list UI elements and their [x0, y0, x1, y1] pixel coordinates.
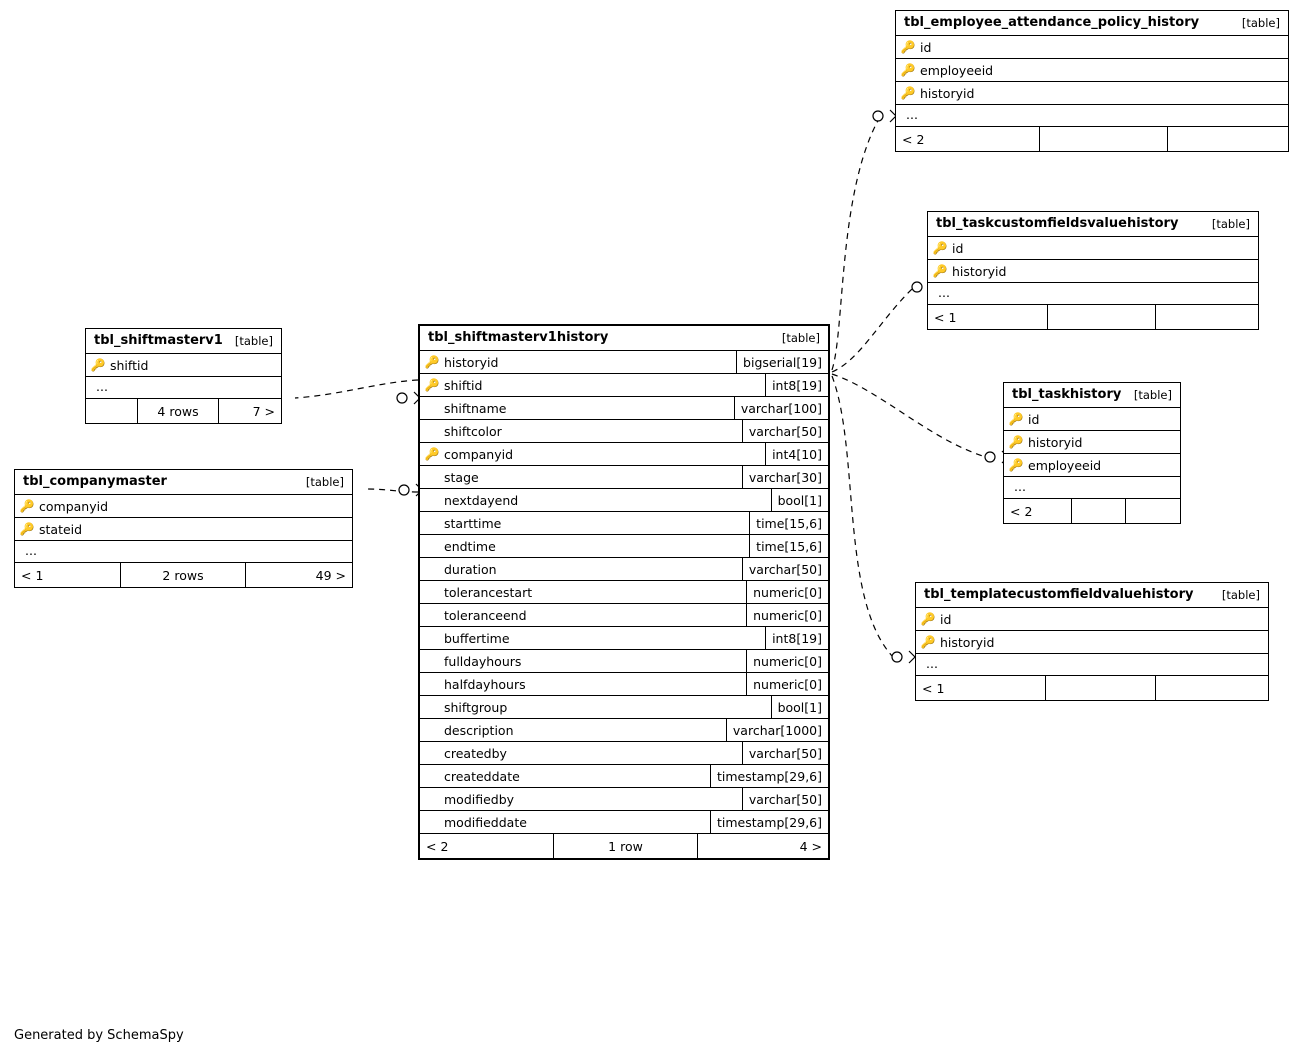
column-label: stateid	[39, 521, 83, 537]
column-label: tolerancestart	[444, 584, 533, 600]
column-name	[928, 237, 1258, 259]
more-columns-indicator: ...	[896, 105, 1288, 127]
table-row[interactable]	[420, 627, 828, 650]
column-type: time[15,6]	[756, 515, 822, 531]
table-row[interactable]	[420, 489, 828, 512]
table-footer	[86, 399, 281, 423]
column-name	[420, 558, 743, 580]
column-name	[896, 36, 1288, 58]
column-name	[420, 604, 747, 626]
column-label: historyid	[952, 263, 1007, 279]
table-row[interactable]	[420, 535, 828, 558]
column-name	[420, 811, 711, 833]
column-label: historyid	[920, 85, 975, 101]
key-icon-foreign: 🔑	[1008, 435, 1024, 449]
column-name	[1004, 431, 1180, 453]
column-name	[916, 608, 1268, 630]
table-row[interactable]	[896, 82, 1288, 105]
footer-child-count[interactable]: 4 >	[799, 838, 822, 854]
column-label: stage	[444, 469, 479, 485]
table-row[interactable]	[420, 558, 828, 581]
column-type: varchar[50]	[748, 745, 822, 761]
column-label: shiftname	[444, 400, 507, 416]
column-type: varchar[100]	[740, 400, 822, 416]
table-row[interactable]	[928, 260, 1258, 283]
column-name	[420, 788, 743, 810]
table-row[interactable]	[928, 237, 1258, 260]
column-name	[420, 351, 737, 373]
column-type: bigserial[19]	[743, 354, 822, 370]
table-row[interactable]	[916, 608, 1268, 631]
table-footer	[1004, 499, 1180, 523]
more-columns-indicator: ...	[928, 283, 1258, 305]
table-row[interactable]	[15, 495, 352, 518]
more-columns-indicator: ...	[916, 654, 1268, 676]
table-tbl_employee_attendance_policy_history[interactable]	[895, 10, 1289, 152]
table-row[interactable]	[896, 36, 1288, 59]
footer-row-count	[1072, 499, 1126, 523]
column-name	[420, 443, 766, 465]
column-label: nextdayend	[444, 492, 519, 508]
column-name	[420, 466, 743, 488]
key-icon-foreign: 🔑	[424, 378, 440, 392]
table-tag: [table]	[781, 330, 820, 345]
column-label: historyid	[1028, 434, 1083, 450]
table-footer	[916, 676, 1268, 700]
more-columns-indicator: ...	[15, 541, 352, 563]
column-name	[420, 742, 743, 764]
table-row[interactable]	[420, 788, 828, 811]
column-type: varchar[50]	[748, 561, 822, 577]
table-row[interactable]	[420, 811, 828, 834]
column-type: varchar[50]	[748, 423, 822, 439]
column-name	[420, 673, 747, 695]
table-row[interactable]	[420, 581, 828, 604]
column-name	[420, 696, 772, 718]
table-row[interactable]	[896, 59, 1288, 82]
footer-parent-count[interactable]: < 2	[420, 834, 554, 858]
table-header	[420, 326, 828, 351]
column-label: shiftid	[444, 377, 483, 393]
key-icon-foreign: 🔑	[19, 522, 35, 536]
table-row[interactable]	[420, 696, 828, 719]
table-row[interactable]	[420, 604, 828, 627]
table-footer	[420, 834, 828, 858]
column-name	[896, 59, 1288, 81]
column-name	[420, 535, 750, 557]
footer-parent-count[interactable]	[86, 399, 138, 423]
more-columns-indicator: ...	[1004, 477, 1180, 499]
column-name	[420, 397, 735, 419]
key-icon-primary: 🔑	[920, 612, 936, 626]
key-icon-foreign: 🔑	[424, 447, 440, 461]
column-label: endtime	[444, 538, 496, 554]
table-tbl_shiftmasterv1[interactable]	[85, 328, 282, 424]
generator-credit: Generated by SchemaSpy	[14, 1028, 184, 1043]
column-name	[420, 627, 766, 649]
table-title: tbl_employee_attendance_policy_history	[904, 15, 1200, 30]
table-tbl_shiftmasterv1history[interactable]	[418, 324, 830, 860]
key-icon-primary: 🔑	[424, 355, 440, 369]
column-label: shiftid	[110, 357, 149, 373]
column-name	[1004, 454, 1180, 476]
key-icon-foreign: 🔑	[900, 63, 916, 77]
table-footer	[896, 127, 1288, 151]
table-tbl_companymaster[interactable]	[14, 469, 353, 588]
column-type: timestamp[29,6]	[716, 814, 822, 830]
table-row[interactable]	[420, 673, 828, 696]
table-header	[928, 212, 1258, 237]
key-icon-primary: 🔑	[90, 358, 106, 372]
table-title: tbl_shiftmasterv1	[94, 333, 223, 348]
table-tag: [table]	[1133, 387, 1172, 402]
footer-parent-count[interactable]: < 2	[896, 127, 1040, 151]
column-type: numeric[0]	[753, 676, 822, 692]
footer-child-count[interactable]	[1156, 305, 1258, 329]
table-footer	[928, 305, 1258, 329]
column-type: int4[10]	[772, 446, 822, 462]
key-icon-foreign: 🔑	[932, 264, 948, 278]
table-tag: [table]	[234, 333, 273, 348]
column-name	[928, 260, 1258, 282]
table-title: tbl_shiftmasterv1history	[428, 330, 609, 345]
column-label: shiftcolor	[444, 423, 502, 439]
footer-child-count[interactable]: 7 >	[252, 403, 275, 419]
column-label: id	[1028, 411, 1040, 427]
footer-child-count[interactable]	[1156, 676, 1268, 700]
column-label: companyid	[444, 446, 514, 462]
column-type: varchar[1000]	[732, 722, 822, 738]
column-name	[420, 650, 747, 672]
column-label: toleranceend	[444, 607, 527, 623]
footer-row-count	[1040, 127, 1168, 151]
table-row[interactable]	[420, 420, 828, 443]
column-type: bool[1]	[777, 492, 822, 508]
column-label: buffertime	[444, 630, 510, 646]
column-type: varchar[50]	[748, 791, 822, 807]
table-tbl_taskcustomfieldsvaluehistory[interactable]	[927, 211, 1259, 330]
column-type: numeric[0]	[753, 653, 822, 669]
footer-parent-count[interactable]: < 2	[1004, 499, 1072, 523]
column-name	[15, 518, 352, 540]
column-type: varchar[30]	[748, 469, 822, 485]
column-name	[15, 495, 352, 517]
table-tbl_taskhistory[interactable]	[1003, 382, 1181, 524]
column-label: fulldayhours	[444, 653, 522, 669]
column-name	[420, 719, 727, 741]
key-icon-primary: 🔑	[1008, 412, 1024, 426]
key-icon-foreign: 🔑	[900, 86, 916, 100]
column-name	[420, 765, 711, 787]
column-label: companyid	[39, 498, 109, 514]
table-header	[916, 583, 1268, 608]
table-row[interactable]	[1004, 408, 1180, 431]
column-label: id	[940, 611, 952, 627]
table-tbl_templatecustomfieldvaluehistory[interactable]	[915, 582, 1269, 701]
footer-child-count[interactable]	[1168, 127, 1288, 151]
table-row[interactable]	[420, 443, 828, 466]
column-label: historyid	[940, 634, 995, 650]
table-row[interactable]	[420, 374, 828, 397]
column-name	[86, 354, 281, 376]
key-icon-primary: 🔑	[932, 241, 948, 255]
footer-row-count: 1 row	[554, 834, 698, 858]
column-label: createdby	[444, 745, 507, 761]
column-type: numeric[0]	[753, 584, 822, 600]
more-columns-indicator: ...	[86, 377, 281, 399]
key-icon-primary: 🔑	[19, 499, 35, 513]
column-label: employeeid	[1028, 457, 1102, 473]
column-type: timestamp[29,6]	[716, 768, 822, 784]
table-row[interactable]	[420, 765, 828, 788]
column-label: id	[920, 39, 932, 55]
column-name	[420, 374, 766, 396]
table-tag: [table]	[305, 474, 344, 489]
column-name	[420, 420, 743, 442]
footer-row-count	[1046, 676, 1156, 700]
footer-parent-count[interactable]: < 1	[928, 305, 1048, 329]
footer-child-count[interactable]	[1126, 499, 1180, 523]
footer-row-count: 4 rows	[138, 399, 219, 423]
table-row[interactable]	[420, 742, 828, 765]
table-title: tbl_taskhistory	[1012, 387, 1122, 402]
footer-row-count	[1048, 305, 1156, 329]
table-row[interactable]	[420, 650, 828, 673]
footer-row-count: 2 rows	[121, 563, 246, 587]
table-tag: [table]	[1241, 15, 1280, 30]
column-label: modifiedby	[444, 791, 515, 807]
table-header	[896, 11, 1288, 36]
table-row[interactable]	[420, 719, 828, 742]
column-label: modifieddate	[444, 814, 527, 830]
column-name	[916, 631, 1268, 653]
table-tag: [table]	[1221, 587, 1260, 602]
table-header	[1004, 383, 1180, 408]
table-row[interactable]	[420, 466, 828, 489]
key-icon-foreign: 🔑	[1008, 458, 1024, 472]
column-name	[420, 581, 747, 603]
key-icon-primary: 🔑	[900, 40, 916, 54]
column-type: bool[1]	[777, 699, 822, 715]
column-type: numeric[0]	[753, 607, 822, 623]
table-header	[15, 470, 352, 495]
table-row[interactable]	[420, 512, 828, 535]
table-row[interactable]	[916, 631, 1268, 654]
table-title: tbl_taskcustomfieldsvaluehistory	[936, 216, 1179, 231]
column-label: starttime	[444, 515, 502, 531]
table-tag: [table]	[1211, 216, 1250, 231]
column-label: employeeid	[920, 62, 994, 78]
key-icon-foreign: 🔑	[920, 635, 936, 649]
column-type: int8[19]	[772, 630, 822, 646]
column-name	[896, 82, 1288, 104]
column-label: shiftgroup	[444, 699, 508, 715]
column-name	[420, 489, 772, 511]
column-type: int8[19]	[772, 377, 822, 393]
table-row[interactable]	[1004, 454, 1180, 477]
column-label: description	[444, 722, 514, 738]
table-row[interactable]	[420, 351, 828, 374]
column-label: duration	[444, 561, 497, 577]
table-row[interactable]	[1004, 431, 1180, 454]
column-label: halfdayhours	[444, 676, 526, 692]
column-label: historyid	[444, 354, 499, 370]
table-row[interactable]	[15, 518, 352, 541]
table-row[interactable]	[86, 354, 281, 377]
footer-child-count[interactable]: 49 >	[315, 567, 346, 583]
table-title: tbl_companymaster	[23, 474, 167, 489]
column-type: time[15,6]	[756, 538, 822, 554]
column-name	[420, 512, 750, 534]
table-footer	[15, 563, 352, 587]
column-name	[1004, 408, 1180, 430]
footer-parent-count[interactable]: < 1	[15, 563, 121, 587]
table-title: tbl_templatecustomfieldvaluehistory	[924, 587, 1194, 602]
column-label: createddate	[444, 768, 520, 784]
table-row[interactable]	[420, 397, 828, 420]
footer-parent-count[interactable]: < 1	[916, 676, 1046, 700]
column-label: id	[952, 240, 964, 256]
table-header	[86, 329, 281, 354]
